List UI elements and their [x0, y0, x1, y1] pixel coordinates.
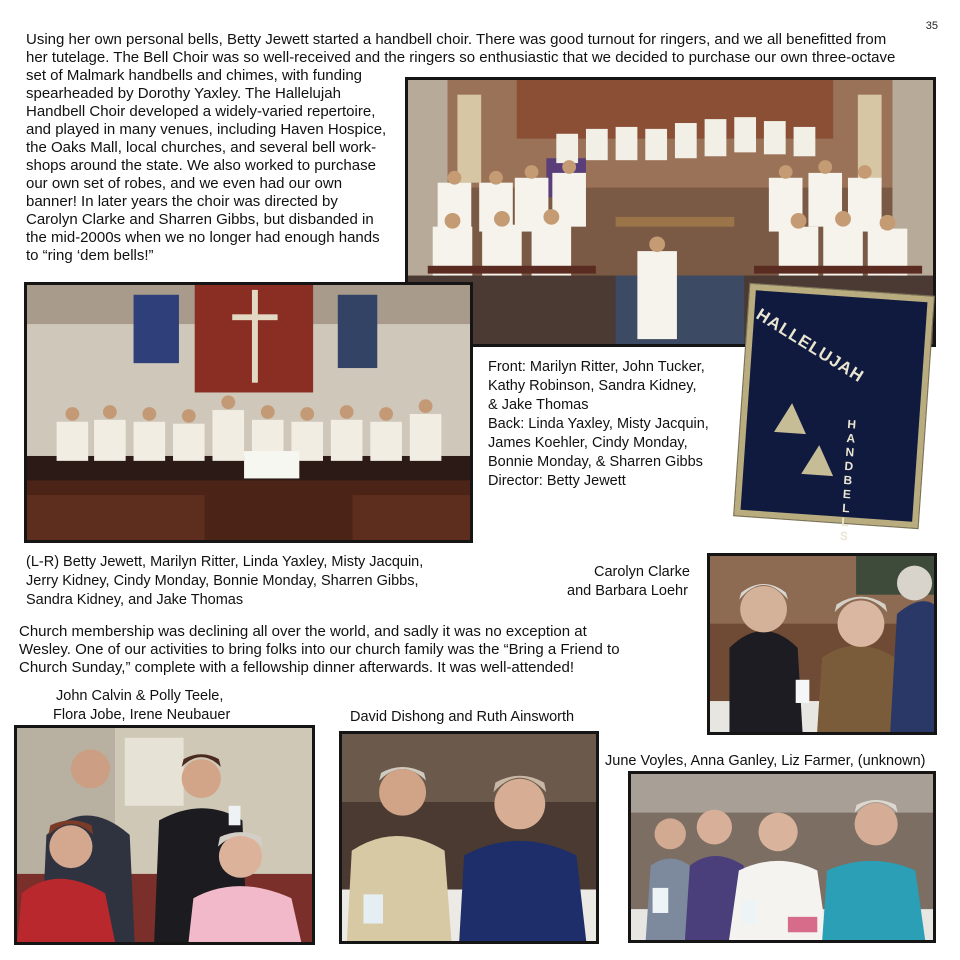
caption-line: Jerry Kidney, Cindy Monday, Bonnie Monday, Sharren Gibbs, [26, 573, 419, 589]
caption-line: James Koehler, Cindy Monday, [488, 435, 688, 451]
caption-line: Kathy Robinson, Sandra Kidney, [488, 378, 697, 394]
caption-line: & Jake Thomas [488, 397, 589, 413]
intro-line: spearheaded by Dorothy Yaxley. The Hallelujah [26, 85, 341, 102]
voyles-caption: June Voyles, Anna Ganley, Liz Farmer, (unknown) [605, 753, 926, 769]
banner-word-hallelujah: HALLELUJAH [752, 304, 868, 387]
intro-line: and played in many venues, including Haven Hospice, [26, 121, 387, 138]
choir-cross-photo [24, 282, 473, 543]
caption-line: Sandra Kidney, and Jake Thomas [26, 592, 244, 608]
intro-line: Carolyn Clarke and Sharren Gibbs, but disbanded in [26, 211, 374, 228]
dishong-ainsworth-photo [339, 731, 599, 944]
caption-line: Director: Betty Jewett [488, 473, 626, 489]
hallelujah-handbells-banner [734, 284, 934, 544]
intro-line: the mid-2000s when we no longer had enough hands [26, 229, 380, 246]
intro-line: to “ring ‘dem bells!” [26, 247, 154, 264]
calvin-group-photo [14, 725, 315, 945]
intro-line: shops around the state. We also worked to purchase [26, 157, 376, 174]
intro-line: Handbell Choir developed a widely-varied repertoire, [26, 103, 376, 120]
page-number: 35 [925, 20, 938, 32]
caption-line: (L-R) Betty Jewett, Marilyn Ritter, Linda Yaxley, Misty Jacquin, [26, 554, 424, 570]
caption-line: Back: Linda Yaxley, Misty Jacquin, [488, 416, 709, 432]
voyles-group-photo [628, 771, 936, 943]
intro-line: our own set of robes, and we even had our own [26, 175, 343, 192]
intro-line: banner! In later years the choir was directed by [26, 193, 338, 210]
intro-line: the Oaks Mall, local churches, and several bell work- [26, 139, 377, 156]
caption-line: John Calvin & Polly Teele, [56, 688, 224, 704]
membership-line: Wesley. One of our activities to bring folks into our church family was the “Bring a Friend to [19, 641, 620, 658]
intro-line: her tutelage. The Bell Choir was so well-received and the ringers so enthusiastic that we decided to purchase our own three-octave [26, 49, 896, 66]
handbell-icon [774, 402, 808, 434]
caption-line: Bonnie Monday, & Sharren Gibbs [488, 454, 703, 470]
caption-line: Carolyn Clarke [594, 564, 690, 580]
dishong-caption: David Dishong and Ruth Ainsworth [350, 709, 575, 725]
caption-line: and Barbara Loehr [567, 583, 688, 599]
membership-line: Church membership was declining all over the world, and sadly it was no exception at [19, 623, 587, 640]
carolyn-barbara-photo [707, 553, 937, 735]
banner-word-handbells: HANDBELLS [836, 416, 860, 544]
membership-line: Church Sunday,” complete with a fellowship dinner afterwards. It was well-attended! [19, 659, 574, 676]
caption-line: Front: Marilyn Ritter, John Tucker, [488, 359, 705, 375]
intro-line: Using her own personal bells, Betty Jewett started a handbell choir. There was good turnout for ringers, and we all benefitted from [26, 31, 887, 48]
intro-line: set of Malmark handbells and chimes, with funding [26, 67, 363, 84]
handbell-icon [801, 444, 835, 476]
caption-line: Flora Jobe, Irene Neubauer [53, 707, 231, 723]
